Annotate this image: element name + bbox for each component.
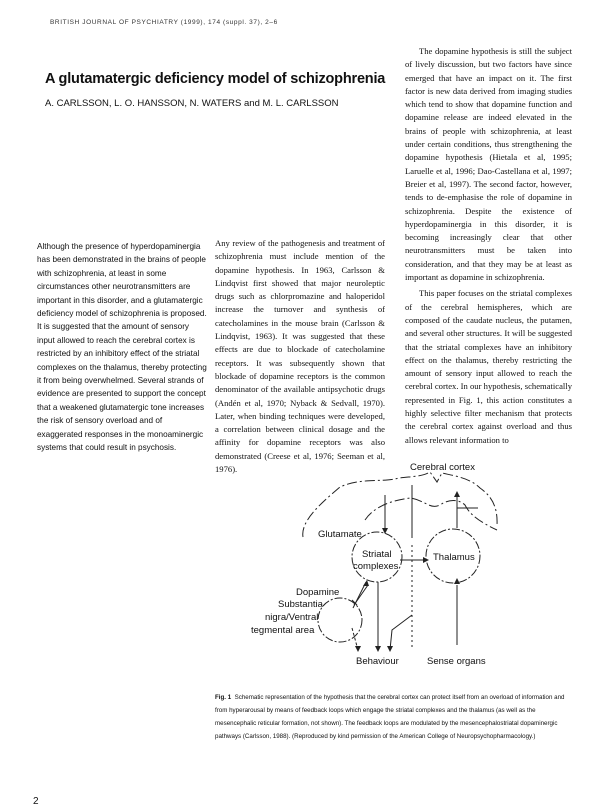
label-behaviour: Behaviour [356, 656, 399, 667]
cortex-outer-outline [303, 472, 497, 537]
label-sense-organs: Sense organs [427, 656, 486, 667]
label-nigra-ventral: nigra/Ventral [265, 612, 319, 623]
sn-vta-circle [318, 598, 362, 642]
label-cerebral-cortex: Cerebral cortex [410, 462, 475, 473]
caption-label: Fig. 1 [215, 694, 232, 701]
paragraph: This paper focuses on the striatal complexes of the cerebral hemispheres, which are composed of the caudate nucleus, the putamen, and several other structures. It will be suggested that the striatal complexes have an inhibitory effect on the thalamus, thereby restricting the amount of sensory input allowed to reach the cerebral cortex. In our hypothesis, schematically represented in Fig. 1, this action constitutes a highly selective filter mechanism that protects the cerebral cortex against overload and thus allows relevant information to [405, 288, 572, 445]
abstract [37, 240, 207, 455]
paragraph: The dopamine hypothesis is still the subject of lively discussion, but two factors have since emerged that have an impact on it. The first factor is new data derived from imaging studies which tend to show that dopamine function and dopamine release are indeed elevated in the brains of people with schizophrenia, at least under certain conditions, thus strengthening the dopamine hypothesis (Hietala et al, 1995; Laruelle et al, 1996; Dao-Castellana et al, 1997; Breier et al, 1997). The second factor, however, tends to de-emphasise the role of dopamine in schizophrenia. Despite the existence of hyperdopaminergia in this disorder, it is becoming increasingly clear that other neurotransmitters must be taken into consideration, and that they may be at least as important as dopamine in schizophrenia. [405, 46, 572, 283]
label-dopamine: Dopamine [296, 587, 340, 598]
figure-diagram [200, 420, 600, 690]
label-tegmental-area: tegmental area [251, 625, 315, 636]
abstract-text: Although the presence of hyperdopaminergia has been demonstrated in the brains of people with schizophrenia, at least in some circumstances other neurotransmitters are important in this disorder, and a glutamatergic deficiency model of schizophrenia is proposed. It is suggested that the amount of sensory input allowed to reach the cerebral cortex is restricted by an inhibitory effect of the striatal complexes on the thalamus, thereby protecting it from being overwhelmed. Several strands of evidence are presented to support the concept that a weakened glutamatergic tone increases the risk of sensory overload and of exaggerated responses in the monoaminergic systems that could result in psychosis. [37, 242, 207, 453]
label-thalamus: Thalamus [433, 552, 475, 563]
authors: A. CARLSSON, L. O. HANSSON, N. WATERS and M. L. CARLSSON [45, 98, 339, 109]
running-head: BRITISH JOURNAL OF PSYCHIATRY (1999), 174 (suppl. 37), 2–6 [50, 19, 278, 26]
label-substantia: Substantia [278, 599, 323, 610]
figure-caption [215, 691, 575, 743]
page-number: 2 [33, 796, 39, 807]
middle-column-text: Any review of the pathogenesis and treatment of schizophrenia must include mention of the dopamine hypothesis. In 1963, Carlsson & Lindqvist first showed that major neuroleptic drugs such as chlorpromazine and haloperidol increase the turnover and synthesis of catecholamines in the mouse brain (Carlsson & Lindqvist, 1963). It was suggested that these effects are due to blockade of catecholamine receptors. It was subsequently shown that blockade of dopamine receptors is the common denominator of the available antipsychotic drugs (Andén et al, 1970; Nyback & Sedvall, 1970). Later, when binding techniques were developed, a correlation between clinical dosage and the affinity for dopamine receptors was also demonstrated (Creese et al, 1976; Seeman et al, 1976). [215, 238, 385, 475]
label-glutamate: Glutamate [318, 529, 362, 540]
article-title: A glutamatergic deficiency model of schizophrenia [45, 71, 386, 87]
label-complexes: complexes [353, 561, 399, 572]
right-column [405, 45, 572, 447]
caption-text: Schematic representation of the hypothesis that the cerebral cortex can protect itself from an overload of information and from hyperarousal by means of feedback loops which engage the striatal complexes and the thalamus (as well as the mesencephalic reticular formation, not shown). The feedback loops are modulated by the mesencephalostriatal dopaminergic pathways (Carlsson, 1988). (Reproduced by kind permission of the American College of Neuropsychopharmacology.) [215, 694, 565, 740]
label-striatal: Striatal [362, 549, 392, 560]
